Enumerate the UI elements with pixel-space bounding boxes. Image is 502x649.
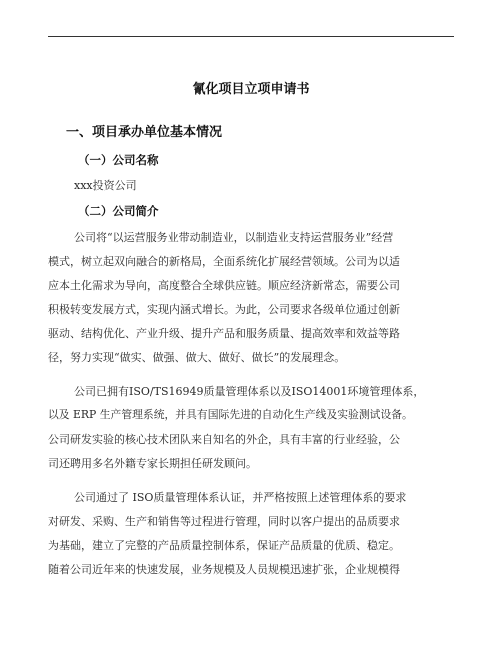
subsection-heading-company-name: （一）公司名称 xyxy=(78,153,159,167)
paragraph-line: 对研发、采购、生产和销售等过程进行管理，同时以客户提出的品质要求 xyxy=(48,515,400,528)
paragraph-line: 随着公司近年来的快速发展，业务规模及人员规模迅速扩张，企业规模得 xyxy=(48,563,400,576)
subsection-heading-company-profile: （二）公司简介 xyxy=(78,204,159,218)
paragraph-line: 公司通过了 ISO质量管理体系认证，并严格按照上述管理体系的要求 xyxy=(74,491,407,504)
document-title: 氰化项目立项申请书 xyxy=(192,82,310,97)
paragraph-line: 径，努力实现“做实、做强、做大、做好、做长”的发展理念。 xyxy=(48,351,346,364)
paragraph-line: 积极转变发展方式，实现内涵式增长。为此，公司要求各级单位通过创新 xyxy=(48,303,400,316)
paragraph-line: 公司已拥有ISO/TS16949质量管理体系以及ISO14001环境管理体系， xyxy=(74,385,425,398)
paragraph-line: 驱动、结构优化、产业升级、提升产品和服务质量、提高效率和效益等路 xyxy=(48,327,400,340)
paragraph-line: 应本土化需求为导向，高度整合全球供应链。顺应经济新常态，需要公司 xyxy=(48,279,400,292)
section-heading-unit-info: 一、项目承办单位基本情况 xyxy=(66,125,223,140)
paragraph-line: 公司将“以运营服务业带动制造业，以制造业支持运营服务业”经营 xyxy=(74,231,394,244)
paragraph-line: 以及 ERP 生产管理系统，并具有国际先进的自动化生产线及实验测试设备。 xyxy=(48,408,413,421)
company-name-text: xxx投资公司 xyxy=(74,179,137,192)
paragraph-line: 模式，树立起双向融合的新格局，全面系统化扩展经营领域。公司为以适 xyxy=(48,255,400,268)
paragraph-line: 为基础，建立了完整的产品质量控制体系，保证产品质量的优质、稳定。 xyxy=(48,539,400,552)
paragraph-line: 司还聘用多名外籍专家长期担任研发顾问。 xyxy=(48,457,257,470)
header-rule xyxy=(48,36,454,37)
paragraph-line: 公司研发实验的核心技术团队来自知名的外企，具有丰富的行业经验，公 xyxy=(48,433,400,446)
